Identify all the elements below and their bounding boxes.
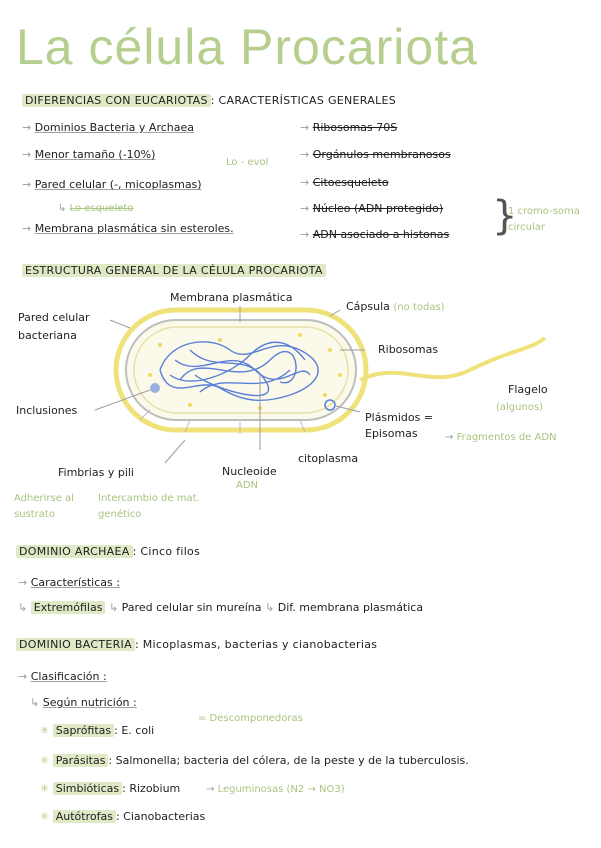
bacteria-group: ✳ Autótrofas : Cianobacterias [40, 810, 206, 823]
diff-right-item: → Ribosomas 70S [300, 121, 398, 134]
inclusion-shape [150, 383, 160, 393]
diff-right-item: → Citoesqueleto [300, 176, 389, 189]
diff-header [22, 94, 396, 107]
bacteria-segun: ↳ Según nutrición : [30, 696, 137, 709]
label-inclusiones: Inclusiones [16, 404, 78, 417]
label-plasmidos: Plásmidos = Episomas [365, 411, 434, 440]
label-intercambio: Intercambio de mat. genético [98, 493, 200, 520]
label-flagelo: Flagelo [508, 383, 548, 396]
diff-right-item: → Núcleo (ADN protegido) [300, 202, 444, 215]
label-membrana: Membrana plasmática [170, 291, 293, 304]
diff-left-note: ↳ Lo esqueleto [58, 203, 134, 214]
struct-header: ESTRUCTURA GENERAL DE LA CÉLULA PROCARIOTA [22, 264, 326, 277]
label-fragmentos: → Fragmentos de ADN [445, 432, 557, 443]
diff-left-note: Lo - evol [226, 157, 269, 168]
bacteria-clasificacion: → Clasificación : [18, 670, 107, 683]
bacteria-header: DOMINIO BACTERIA : Micoplasmas, bacterias y cianobacterias [16, 638, 377, 651]
bacteria-group: ✳ Saprófitas : E. coli [40, 724, 155, 737]
bacteria-group-note: → Leguminosas (N2 → NO3) [206, 784, 345, 795]
archaea-header: DOMINIO ARCHAEA : Cinco filos [16, 545, 200, 558]
diff-header-rest: : CARACTERÍSTICAS GENERALES [210, 94, 397, 107]
label-adherirse: Adherirse al sustrato [14, 493, 74, 520]
diff-header-highlight: DIFERENCIAS CON EUCARIOTAS [22, 94, 211, 107]
label-adn: ADN [236, 480, 259, 491]
label-ribosomas: Ribosomas [378, 343, 439, 356]
label-capsula: Cápsula (no todas) [346, 300, 445, 313]
bacteria-group: ✳ Parásitas : Salmonella; bacteria del cólera, de la peste y de la tuberculosis. [40, 754, 469, 767]
diff-right-note: 1 cromo-soma circular [508, 206, 580, 233]
label-flagelo-note: (algunos) [496, 402, 544, 413]
diff-right-item: → Orgánulos membranosos [300, 148, 451, 161]
page-title: La célula Procariota [16, 19, 478, 75]
diff-left-item: → Pared celular (-, micoplasmas) [22, 178, 202, 191]
diff-left-item: → Dominios Bacteria y Archaea [22, 121, 194, 134]
label-pared: Pared celular bacteriana [18, 311, 90, 342]
archaea-caracteristicas: → Características : [18, 576, 120, 589]
diff-left-item: → Menor tamaño (-10%) [22, 148, 156, 161]
label-citoplasma: citoplasma [298, 452, 359, 465]
diff-right-item: → ADN asociado a histonas [300, 228, 450, 241]
bacteria-group-note: = Descomponedoras [198, 713, 303, 724]
label-fimbrias: Fimbrias y pili [58, 466, 134, 479]
diff-left-item: → Membrana plasmática sin esteroles. [22, 222, 234, 235]
archaea-items: ↳ Extremófilas ↳ Pared celular sin mureína ↳ Dif. membrana plasmática [18, 601, 424, 614]
bacteria-group: ✳ Simbióticas : Rizobium [40, 782, 181, 795]
label-nucleoide: Nucleoide [222, 465, 277, 478]
brace: } [492, 193, 518, 239]
